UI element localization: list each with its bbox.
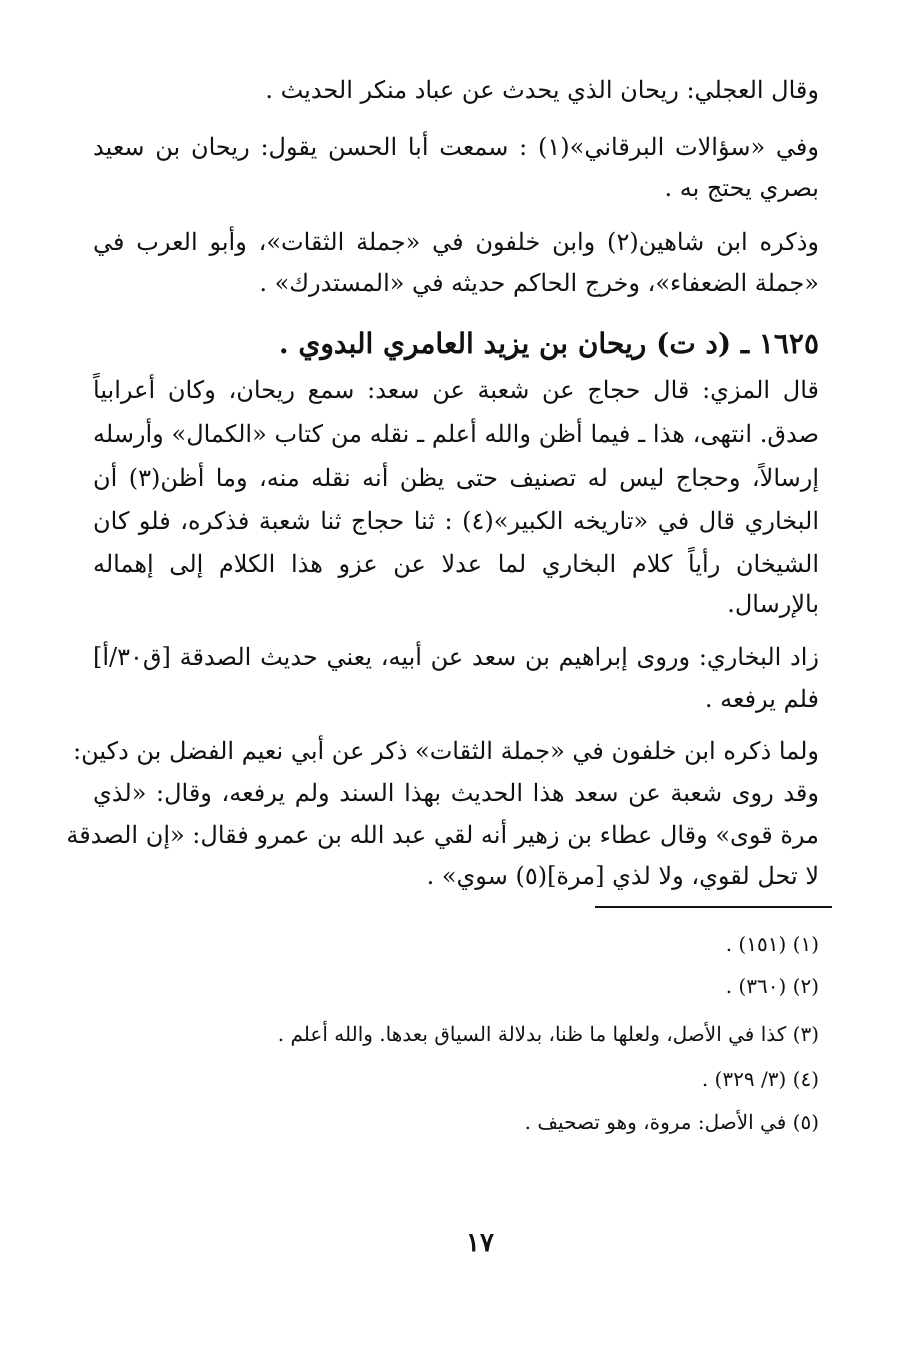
- paragraph-line: زاد البخاري: وروى إبراهيم بن سعد عن أبيه، يعني حديث الصدقة [ق٣٠/أ]: [93, 643, 819, 671]
- paragraph-line: وفي «سؤالات البرقاني»(١) : سمعت أبا الحسن يقول: ريحان بن سعيد: [93, 133, 819, 161]
- paragraph-line: إرسالاً، وحجاج ليس له تصنيف حتى يظن أنه نقله منه، وما أظن(٣) أن: [93, 464, 819, 492]
- footnote: (١) (١٥١) .: [725, 932, 819, 956]
- paragraph-line: مرة قوى» وقال عطاء بن زهير أنه لقي عبد الله بن عمرو فقال: «إن الصدقة: [66, 821, 819, 849]
- paragraph-line: «جملة الضعفاء»، وخرج الحاكم حديثه في «المستدرك» .: [259, 269, 819, 297]
- footnote: (٢) (٣٦٠) .: [725, 974, 819, 998]
- paragraph-line: صدق. انتهى، هذا ـ فيما أظن والله أعلم ـ نقله من كتاب «الكمال» وأرسله: [93, 420, 819, 448]
- paragraph-line: وذكره ابن شاهين(٢) وابن خلفون في «جملة الثقات»، وأبو العرب في: [93, 228, 819, 256]
- paragraph-line: قال المزي: قال حجاج عن شعبة عن سعد: سمع ريحان، وكان أعرابياً: [93, 376, 819, 404]
- paragraph-line: بالإرسال.: [727, 590, 819, 618]
- paragraph-line: ولما ذكره ابن خلفون في «جملة الثقات» ذكر عن أبي نعيم الفضل بن دكين:: [73, 737, 819, 765]
- page-number: ١٧: [466, 1228, 494, 1258]
- paragraph-line: لا تحل لقوي، ولا لذي [مرة](٥) سوي» .: [426, 862, 819, 890]
- paragraph-line: الشيخان رأياً كلام البخاري لما عدلا عن عزو هذا الكلام إلى إهماله: [93, 550, 819, 578]
- footnote: (٤) (٣/ ٣٢٩) .: [701, 1067, 819, 1091]
- paragraph-line: وقال العجلي: ريحان الذي يحدث عن عباد منكر الحديث .: [265, 76, 819, 104]
- paragraph-line: وقد روى شعبة عن سعد هذا الحديث بهذا السند ولم يرفعه، وقال: «لذي: [93, 779, 819, 807]
- footnote: (٥) في الأصل: مروة، وهو تصحيف .: [524, 1110, 819, 1134]
- footnote-separator: [595, 906, 832, 908]
- paragraph-line: فلم يرفعه .: [704, 685, 819, 713]
- paragraph-line: البخاري قال في «تاريخه الكبير»(٤) : ثنا حجاج ثنا شعبة فذكره، فلو كان: [93, 507, 819, 535]
- footnote: (٣) كذا في الأصل، ولعلها ما ظنا، بدلالة السياق بعدها. والله أعلم .: [277, 1022, 819, 1046]
- paragraph-line: بصري يحتج به .: [664, 174, 819, 202]
- entry-heading: ١٦٢٥ ـ (د ت) ريحان بن يزيد العامري البدوي .: [278, 327, 819, 360]
